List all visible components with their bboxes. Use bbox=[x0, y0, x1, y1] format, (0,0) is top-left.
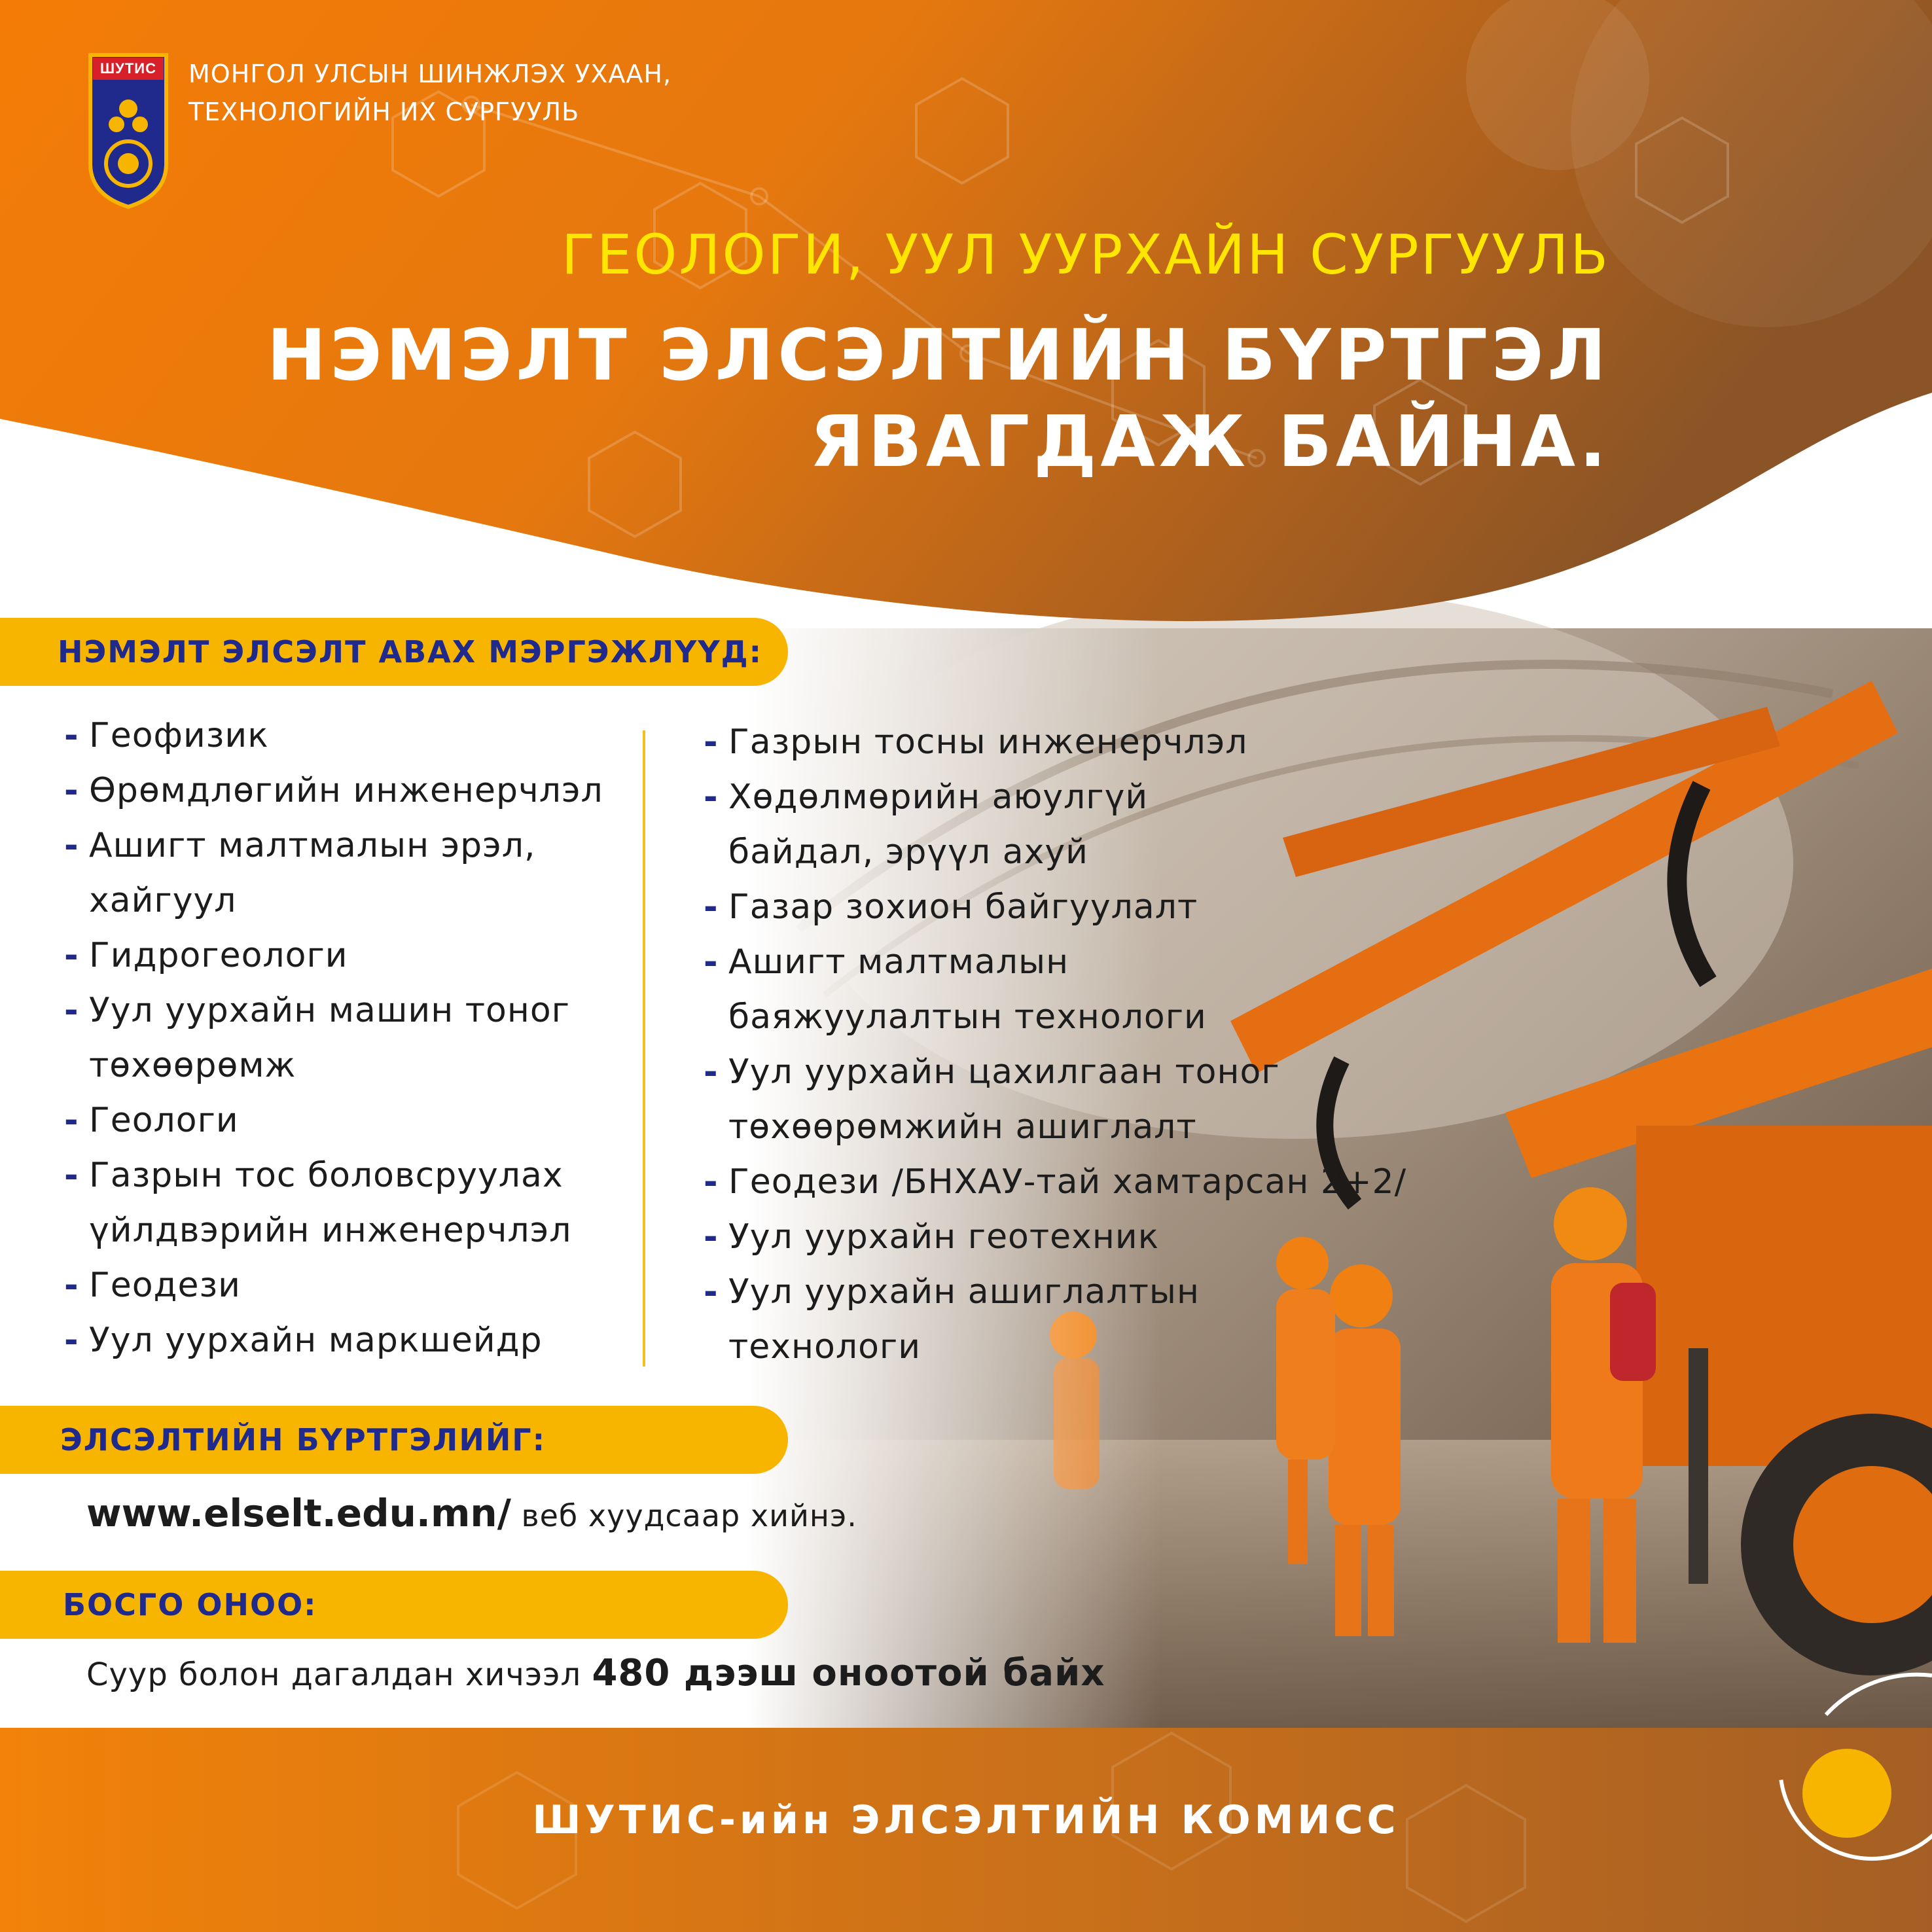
major-item-continuation bbox=[704, 1100, 1423, 1154]
list-bullet-dash: - bbox=[64, 1101, 79, 1140]
threshold-text-bold: 480 дээш оноотой байх bbox=[592, 1652, 1105, 1694]
major-item-text: Хөдөлмөрийн аюулгүй bbox=[728, 778, 1149, 817]
major-item-text: баяжуулалтын технологи bbox=[728, 997, 1207, 1037]
major-item-text: төхөөрөмжийн ашиглалт bbox=[728, 1107, 1197, 1147]
majors-heading-banner bbox=[0, 618, 788, 686]
major-item-text: байдал, эрүүл ахуй bbox=[728, 832, 1088, 872]
threshold-heading: БОСГО ОНОО: bbox=[63, 1587, 317, 1622]
major-item bbox=[704, 1264, 1423, 1319]
list-bullet-dash: - bbox=[704, 1052, 719, 1092]
major-item-text: хайгуул bbox=[89, 881, 237, 920]
major-item-continuation bbox=[64, 1038, 627, 1093]
major-item bbox=[64, 928, 627, 983]
registration-text bbox=[86, 1491, 937, 1535]
majors-list-right bbox=[704, 715, 1423, 1374]
major-item-text: Уул уурхайн машин тоног bbox=[89, 991, 570, 1030]
list-bullet-dash: - bbox=[64, 1321, 79, 1360]
major-item-text: Геодези /БНХАУ-тай хамтарсан 2+2/ bbox=[728, 1162, 1407, 1202]
major-item-text: төхөөрөмж bbox=[89, 1046, 296, 1085]
list-bullet-dash: - bbox=[704, 1162, 719, 1202]
headline bbox=[196, 313, 1610, 486]
major-item bbox=[64, 1093, 627, 1148]
threshold-text bbox=[86, 1652, 1134, 1694]
school-title: ГЕОЛОГИ, УУЛ УУРХАЙН СУРГУУЛЬ bbox=[561, 223, 1610, 287]
headline-line-2: ЯВАГДАЖ БАЙНА. bbox=[810, 401, 1610, 483]
list-bullet-dash: - bbox=[704, 1217, 719, 1257]
threshold-heading-banner bbox=[0, 1571, 788, 1639]
list-bullet-dash: - bbox=[64, 771, 79, 810]
university-name-line-2: ТЕХНОЛОГИЙН ИХ СУРГУУЛЬ bbox=[188, 98, 580, 126]
major-item-text: үйлдвэрийн инженерчлэл bbox=[89, 1211, 572, 1250]
major-item bbox=[704, 770, 1423, 825]
list-bullet-dash: - bbox=[64, 716, 79, 755]
major-item-text: Уул уурхайн геотехник bbox=[728, 1217, 1160, 1257]
list-bullet-dash: - bbox=[704, 723, 719, 762]
major-item-text: Өрөмдлөгийн инженерчлэл bbox=[89, 771, 603, 810]
major-item-continuation bbox=[64, 1203, 627, 1258]
major-item bbox=[64, 1313, 627, 1368]
major-item-continuation bbox=[704, 1319, 1423, 1374]
list-bullet-dash: - bbox=[64, 826, 79, 865]
list-bullet-dash: - bbox=[704, 942, 719, 982]
footer-signature: ШУТИС-ийн ЭЛСЭЛТИЙН КОМИСС bbox=[532, 1797, 1400, 1843]
major-item-text: Газрын тос боловсруулах bbox=[89, 1156, 564, 1195]
list-bullet-dash: - bbox=[64, 1156, 79, 1195]
major-item-text: Уул уурхайн маркшейдр bbox=[89, 1321, 543, 1360]
headline-line-1: НЭМЭЛТ ЭЛСЭЛТИЙН БҮРТГЭЛ bbox=[266, 315, 1610, 397]
major-item bbox=[704, 880, 1423, 935]
list-bullet-dash: - bbox=[704, 778, 719, 817]
major-item-text: Газар зохион байгуулалт bbox=[728, 887, 1198, 927]
major-item-text: Ашигт малтмалын эрэл, bbox=[89, 826, 536, 865]
university-name-line-1: МОНГОЛ УЛСЫН ШИНЖЛЭХ УХААН, bbox=[188, 60, 672, 88]
major-item-text: Ашигт малтмалын bbox=[728, 942, 1069, 982]
major-item bbox=[64, 708, 627, 763]
major-item-text: Газрын тосны инженерчлэл bbox=[728, 723, 1248, 762]
list-bullet-dash: - bbox=[64, 1266, 79, 1305]
major-item bbox=[704, 715, 1423, 770]
registration-heading: ЭЛСЭЛТИЙН БҮРТГЭЛИЙГ: bbox=[60, 1422, 546, 1458]
major-item-text: Гидрогеологи bbox=[89, 936, 348, 975]
list-bullet-dash: - bbox=[64, 991, 79, 1030]
major-item bbox=[64, 818, 627, 873]
logo-lettering: ШУТИС bbox=[100, 60, 156, 77]
major-item bbox=[704, 1045, 1423, 1100]
major-item-text: технологи bbox=[728, 1327, 921, 1367]
registration-rest-text: веб хуудсаар хийнэ. bbox=[510, 1498, 857, 1533]
list-bullet-dash: - bbox=[64, 936, 79, 975]
major-item bbox=[704, 1154, 1423, 1209]
major-item-text: Геодези bbox=[89, 1266, 241, 1305]
major-item-text: Геологи bbox=[89, 1101, 239, 1140]
column-divider bbox=[643, 730, 645, 1367]
major-item-continuation bbox=[64, 873, 627, 928]
majors-heading: НЭМЭЛТ ЭЛСЭЛТ АВАХ МЭРГЭЖЛҮҮД: bbox=[58, 634, 763, 670]
major-item-text: Геофизик bbox=[89, 716, 269, 755]
major-item bbox=[704, 1209, 1423, 1264]
registration-url-link[interactable]: www.elselt.edu.mn/ bbox=[86, 1491, 511, 1535]
university-name bbox=[188, 55, 778, 131]
major-item bbox=[64, 983, 627, 1038]
major-item-text: Уул уурхайн ашиглалтын bbox=[728, 1272, 1200, 1312]
list-bullet-dash: - bbox=[704, 1272, 719, 1312]
major-item bbox=[64, 1258, 627, 1313]
major-item-continuation bbox=[704, 990, 1423, 1045]
list-bullet-dash: - bbox=[704, 887, 719, 927]
university-logo bbox=[88, 52, 169, 209]
threshold-text-plain: Суур болон дагалдан хичээл bbox=[86, 1656, 592, 1693]
majors-list-left bbox=[64, 708, 627, 1368]
major-item bbox=[64, 1148, 627, 1203]
major-item bbox=[704, 935, 1423, 990]
major-item-continuation bbox=[704, 825, 1423, 880]
registration-heading-banner bbox=[0, 1406, 788, 1474]
major-item bbox=[64, 763, 627, 818]
major-item-text: Уул уурхайн цахилгаан тоног bbox=[728, 1052, 1280, 1092]
